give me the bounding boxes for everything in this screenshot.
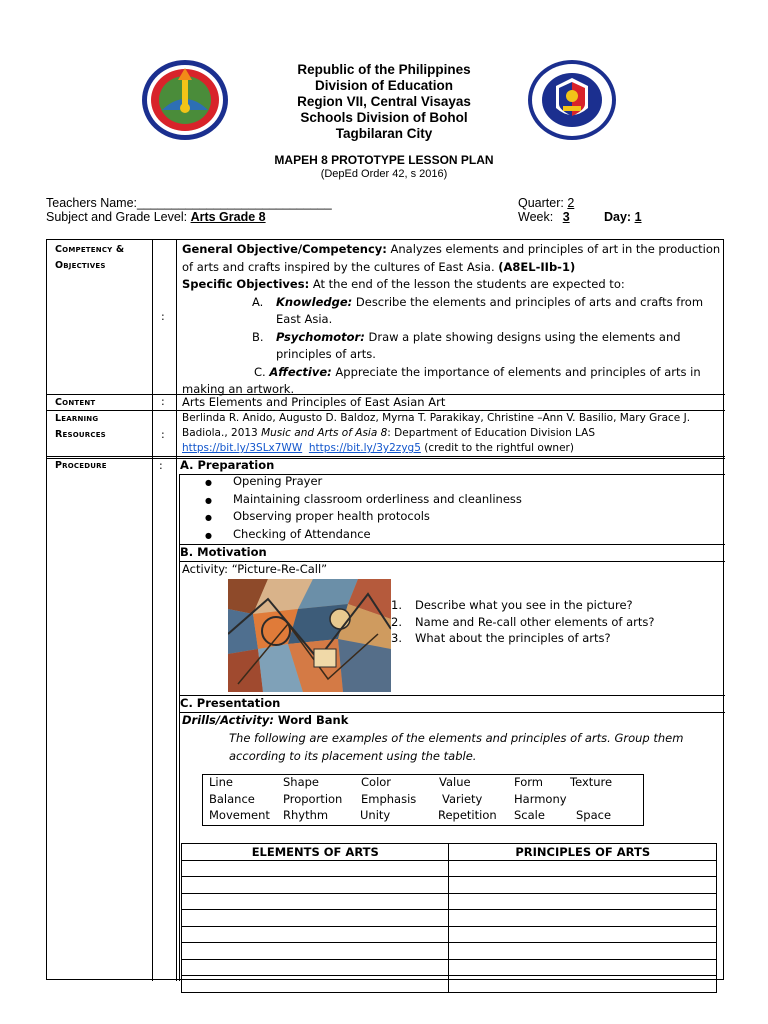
list-item: ● Checking of Attendance bbox=[205, 526, 522, 544]
principles-cell[interactable] bbox=[449, 877, 717, 894]
resources-label-line: Resources bbox=[55, 429, 106, 440]
general-objective-text-2: of arts and crafts inspired by the cultures of East Asia. bbox=[182, 259, 495, 274]
word-bank-word: Form bbox=[514, 775, 543, 789]
principles-cell[interactable] bbox=[449, 893, 717, 910]
subject-row bbox=[46, 210, 266, 224]
elements-cell[interactable] bbox=[182, 926, 449, 943]
list-item bbox=[391, 614, 654, 631]
objective-c-letter: C. bbox=[254, 364, 266, 379]
psychomotor-text: Draw a plate showing designs using the elements and bbox=[364, 329, 681, 344]
motivation-heading: B. Motivation bbox=[180, 545, 267, 559]
resources-authors: Berlinda R. Anido, Augusto D. Baldoz, Myrna T. Parakikay, Christine –Ann V. Basilio, Mary Grace J. bbox=[182, 412, 691, 424]
lesson-plan-subtitle: (DepEd Order 42, s 2016) bbox=[320, 168, 448, 180]
drills-label: Drills/Activity: bbox=[182, 713, 274, 727]
word-bank-word: Balance bbox=[209, 792, 255, 806]
list-item bbox=[391, 597, 654, 614]
specific-objectives-text: At the end of the lesson the students are expected to: bbox=[309, 277, 625, 291]
drills-text: Word Bank bbox=[273, 713, 349, 727]
competency-label-line: Competency & bbox=[55, 244, 125, 255]
resource-link-1[interactable]: https://bit.ly/3SLx7WW bbox=[182, 442, 303, 454]
psychomotor-label: Psychomotor: bbox=[276, 329, 365, 344]
competency-content bbox=[182, 241, 722, 399]
word-bank-box bbox=[202, 774, 644, 826]
question-number: 1. bbox=[391, 598, 402, 612]
row-divider bbox=[47, 458, 725, 459]
word-bank-word: Space bbox=[576, 808, 612, 822]
header-line: Region VII, Central Visayas bbox=[297, 94, 471, 109]
general-objective-text: Analyzes elements and principles of art in the production bbox=[386, 242, 721, 256]
question-number: 3. bbox=[391, 631, 402, 645]
week-value: 3 bbox=[562, 210, 570, 224]
table-row bbox=[182, 910, 717, 927]
word-bank-word: Movement bbox=[209, 808, 270, 822]
principles-cell[interactable] bbox=[449, 860, 717, 877]
objective-a-letter: A. bbox=[252, 294, 264, 309]
elements-header: ELEMENTS OF ARTS bbox=[182, 844, 449, 861]
elements-cell[interactable] bbox=[182, 910, 449, 927]
principles-cell[interactable] bbox=[449, 959, 717, 976]
instruction-line: according to its placement using the table. bbox=[229, 748, 477, 763]
table-row bbox=[182, 943, 717, 960]
table-row bbox=[182, 893, 717, 910]
word-bank-row bbox=[203, 792, 643, 809]
word-bank-row bbox=[203, 808, 643, 825]
presentation-heading: C. Presentation bbox=[180, 696, 281, 710]
list-item: ● Observing proper health protocols bbox=[205, 508, 522, 526]
question-text: What about the principles of arts? bbox=[415, 631, 611, 645]
table-row bbox=[182, 926, 717, 943]
word-bank-word: Emphasis bbox=[361, 792, 417, 806]
header-line: Republic of the Philippines bbox=[297, 62, 471, 77]
resource-link-2[interactable]: https://bit.ly/3y2zyg5 bbox=[308, 442, 421, 454]
header-line: Schools Division of Bohol bbox=[300, 110, 468, 125]
subject-label: Subject and Grade Level: bbox=[46, 210, 188, 224]
header-block bbox=[254, 62, 514, 142]
competency-label bbox=[55, 242, 124, 274]
competency-colon: : bbox=[161, 310, 165, 323]
day-row bbox=[604, 210, 642, 224]
word-bank-word: Line bbox=[209, 775, 233, 789]
elements-cell[interactable] bbox=[182, 976, 449, 993]
knowledge-text-2: East Asia. bbox=[276, 312, 333, 326]
resources-label-line: Learning bbox=[55, 413, 99, 424]
procedure-colon: : bbox=[159, 459, 163, 472]
abstract-art-picture bbox=[228, 579, 391, 692]
header-line: Division of Education bbox=[314, 78, 453, 93]
word-bank-word: Variety bbox=[442, 792, 483, 806]
lesson-plan-table bbox=[46, 239, 724, 980]
specific-objectives-label: Specific Objectives: bbox=[182, 277, 310, 291]
resources-year: Badiola., 2013 bbox=[182, 427, 262, 439]
table-row bbox=[182, 959, 717, 976]
presentation-instructions bbox=[229, 730, 683, 765]
instruction-line: The following are examples of the elements and principles of arts. Group them bbox=[229, 731, 684, 745]
column-divider bbox=[152, 240, 153, 981]
preparation-list bbox=[205, 473, 522, 543]
quarter-value: 2 bbox=[567, 196, 575, 210]
kagawaran-ng-edukasyon-seal bbox=[526, 58, 618, 142]
affective-text: Appreciate the importance of elements and principles of arts in bbox=[331, 364, 701, 379]
preparation-heading: A. Preparation bbox=[180, 458, 275, 472]
principles-cell[interactable] bbox=[449, 910, 717, 927]
list-item: ● Opening Prayer bbox=[205, 473, 522, 491]
principles-cell[interactable] bbox=[449, 976, 717, 993]
table-row bbox=[182, 860, 717, 877]
column-divider bbox=[176, 240, 177, 981]
word-bank-word: Texture bbox=[570, 775, 613, 789]
procedure-label: Procedure bbox=[55, 460, 107, 471]
list-item: ● Maintaining classroom orderliness and cleanliness bbox=[205, 491, 522, 509]
teacher-name-row bbox=[46, 196, 332, 210]
word-bank-row bbox=[203, 775, 643, 792]
resources-credit: (credit to the rightful owner) bbox=[420, 442, 574, 454]
resources-content bbox=[182, 411, 722, 456]
resources-publisher: : Department of Education Division LAS bbox=[387, 427, 595, 439]
lesson-plan-title: MAPEH 8 PROTOTYPE LESSON PLAN bbox=[274, 153, 494, 167]
table-header-row bbox=[182, 844, 717, 861]
elements-cell[interactable] bbox=[182, 959, 449, 976]
word-bank-word: Value bbox=[439, 775, 471, 789]
competency-label-line: Objectives bbox=[55, 260, 106, 271]
teacher-blank[interactable]: ____________________________ bbox=[137, 196, 332, 210]
word-bank-word: Proportion bbox=[283, 792, 343, 806]
resources-colon: : bbox=[161, 428, 165, 441]
elements-cell[interactable] bbox=[182, 860, 449, 877]
quarter-label: Quarter: bbox=[518, 196, 564, 210]
week-label: Week: bbox=[518, 210, 554, 224]
week-row bbox=[518, 210, 570, 224]
word-bank-word: Rhythm bbox=[283, 808, 329, 822]
deped-bohol-seal bbox=[140, 58, 230, 142]
elements-principles-table bbox=[181, 843, 717, 993]
word-bank-word: Shape bbox=[283, 775, 320, 789]
header-line: Tagbilaran City bbox=[335, 126, 433, 141]
quarter-row bbox=[518, 196, 574, 210]
competency-code: (A8EL-IIb-1) bbox=[498, 259, 576, 274]
principles-cell[interactable] bbox=[449, 943, 717, 960]
list-item bbox=[391, 630, 654, 647]
day-value: 1 bbox=[634, 210, 642, 224]
objective-b-letter: B. bbox=[252, 329, 264, 344]
word-bank-word: Color bbox=[361, 775, 392, 789]
elements-cell[interactable] bbox=[182, 877, 449, 894]
psychomotor-text-2: principles of arts. bbox=[276, 347, 376, 361]
knowledge-text: Describe the elements and principles of arts and crafts from bbox=[352, 294, 704, 309]
question-text: Name and Re-call other elements of arts? bbox=[415, 614, 655, 629]
word-bank-word: Harmony bbox=[514, 792, 567, 806]
general-objective-label: General Objective/Competency: bbox=[182, 242, 387, 256]
word-bank-word: Repetition bbox=[438, 808, 497, 822]
content-text: Arts Elements and Principles of East Asian Art bbox=[182, 395, 446, 409]
table-row bbox=[182, 877, 717, 894]
word-bank-word: Scale bbox=[514, 808, 545, 822]
subject-value: Arts Grade 8 bbox=[190, 210, 266, 224]
table-row bbox=[182, 976, 717, 993]
question-number: 2. bbox=[391, 614, 402, 629]
elements-cell[interactable] bbox=[182, 943, 449, 960]
drills-line bbox=[182, 712, 348, 730]
motivation-activity: Activity: “Picture-Re-Call” bbox=[182, 562, 328, 576]
affective-label: Affective: bbox=[269, 364, 332, 379]
resources-book-title: Music and Arts of Asia 8 bbox=[261, 427, 388, 439]
row-divider bbox=[47, 456, 725, 457]
content-colon: : bbox=[161, 395, 165, 408]
content-label: Content bbox=[55, 397, 96, 408]
teacher-label: Teachers Name: bbox=[46, 196, 138, 210]
motivation-questions bbox=[391, 597, 654, 647]
elements-cell[interactable] bbox=[182, 893, 449, 910]
question-text: Describe what you see in the picture? bbox=[415, 598, 633, 612]
word-bank-word: Unity bbox=[360, 808, 391, 822]
knowledge-label: Knowledge: bbox=[276, 294, 353, 309]
principles-header: PRINCIPLES OF ARTS bbox=[449, 844, 717, 861]
affective-text-2: making an artwork. bbox=[182, 382, 295, 396]
principles-cell[interactable] bbox=[449, 926, 717, 943]
day-label: Day: bbox=[604, 210, 632, 224]
resources-label bbox=[55, 411, 106, 443]
